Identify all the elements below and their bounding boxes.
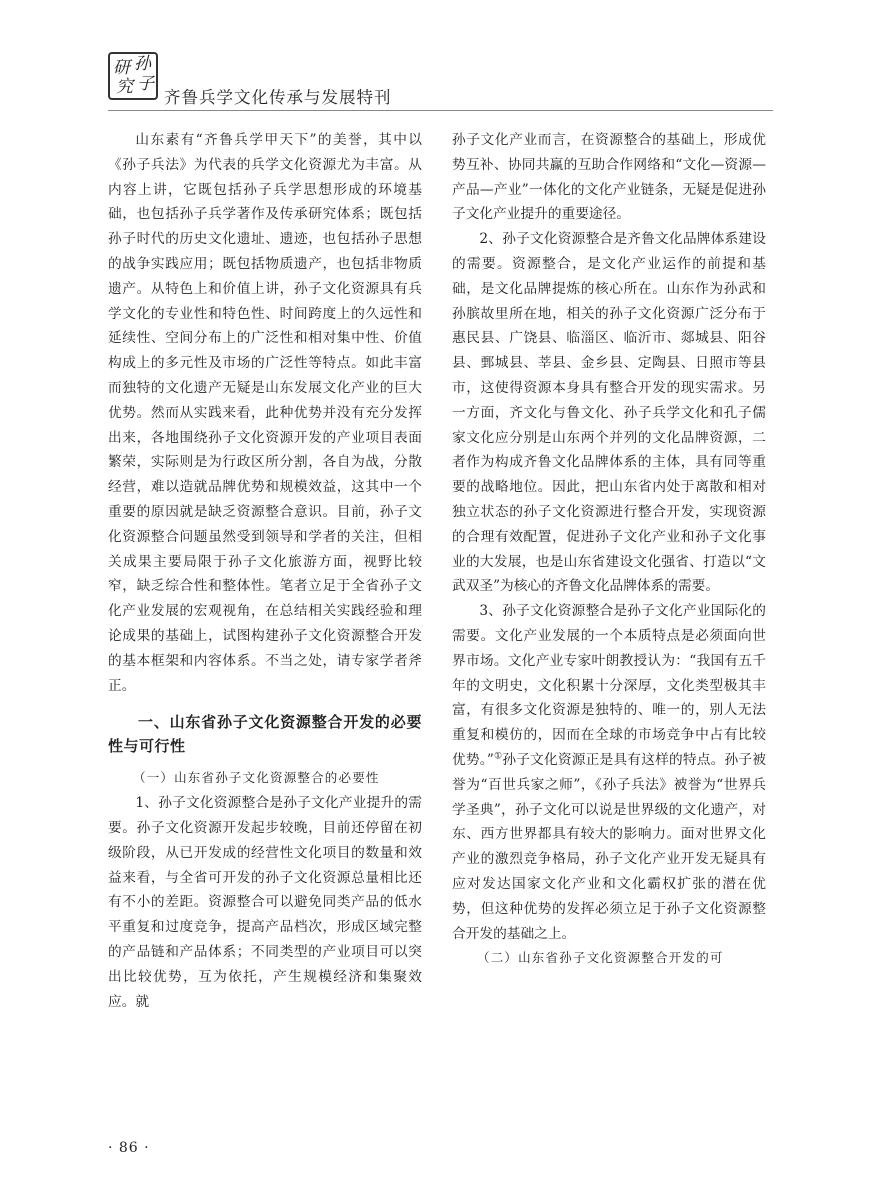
paragraph-1-continued: 孙子文化产业而言，在资源整合的基础上，形成优势互补、协同共赢的互助合作网络和“文化—资源—产品—产业”一体化的文化产业链条，无疑是促进孙子文化产业提升的重要途径。: [452, 132, 766, 223]
intro-paragraph: 山东素有“齐鲁兵学甲天下”的美誉，其中以《孙子兵法》为代表的兵学文化资源尤为丰富。从内容上讲，它既包括孙子兵学思想形成的环境基础，也包括孙子兵学著作及传承研究体系；既包括孙子时代的历史文化遗址、遗迹，也包括孙子思想的战争实践应用；既包括物质遗产，也包括非物质遗产。从特色上和价值上讲，孙子文化资源具有兵学文化的专业性和特色性、时间跨度上的久远性和延续性、空间分布上的广泛性和相对集中性、价值构成上的多元性及市场的广泛性等特点。如此丰富而独特的文化遗产无疑是山东发展文化产业的巨大优势。然而从实践来看，此种优势并没有充分发挥出来，各地围绕孙子文化资源开发的产业项目表面繁荣，实际则是为行政区所分割，各自为战，分散经营，难以造就品牌优势和规模效益，这其中一个重要的原因就是缺乏资源整合意识。目前，孙子文化资源整合问题虽然受到领导和学者的关注，但相关成果主要局限于孙子文化旅游方面，视野比较窄，缺乏综合性和整体性。笔者立足于全省孙子文化产业发展的宏观视角，在总结相关实践经验和理论成果的基础上，试图构建孙子文化资源整合开发的基本框架和内容体系。不当之处，请专家学者斧正。: [108, 132, 422, 694]
seal-char: 孙: [134, 54, 151, 74]
journal-header: [108, 52, 408, 112]
journal-seal-logo: [108, 52, 158, 100]
seal-char: 子: [137, 74, 154, 94]
paragraph-2: 2、孙子文化资源整合是齐鲁文化品牌体系建设的需要。资源整合，是文化产业运作的前提和基础，是文化品牌提炼的核心所在。山东作为孙武和孙膑故里所在地，相关的孙子文化资源广泛分布于惠民县、广饶县、临淄区、临沂市、郯城县、阳谷县、鄄城县、莘县、金乡县、定陶县、日照市等县市，这使得资源本身具有整合开发的现实需求。另一方面，齐文化与鲁文化、孙子兵学文化和孔子儒家文化应分别是山东两个并列的文化品牌资源，二者作为构成齐鲁文化品牌体系的主体，具有同等重要的战略地位。因此，把山东省内处于离散和相对独立状态的孙子文化资源进行整合开发，实现资源的合理有效配置，促进孙子文化产业和孙子文化事业的大发展，也是山东省建设文化强省、打造以“文武双圣”为核心的齐鲁文化品牌体系的需要。: [452, 231, 766, 595]
left-column: [108, 128, 422, 1014]
seal-char: 研: [113, 58, 130, 78]
seal-char: 究: [116, 77, 133, 97]
paragraph-3-text-b: 孙子文化资源正是具有这样的特点。孙子被誉为“百世兵家之师”，《孙子兵法》被誉为“世界兵学圣典”，孙子文化可以说是世界级的文化遗产，对东、西方世界都具有较大的影响力。面对世界文化产业的激烈竞争格局，孙子文化产业开发无疑具有应对发达国家文化产业和文化霸权扩张的潜在优势，但这种优势的发挥必须立足于孙子文化资源整合开发的基础之上。: [452, 751, 766, 942]
paragraph-3: [452, 599, 766, 946]
paragraph-3-text-a: 3、孙子文化资源整合是孙子文化产业国际化的需要。文化产业发展的一个本质特点是必须面向世界市场。文化产业专家叶朗教授认为：“我国有五千年的文明史，文化积累十分深厚，文化类型极其丰富，有很多文化资源是独特的、唯一的，别人无法重复和模仿的，因而在全球的市场竞争中占有比较优势。”: [452, 603, 766, 768]
journal-title: 齐鲁兵学文化传承与发展特刊: [164, 88, 392, 107]
page-number: · 86 ·: [108, 1140, 150, 1156]
subsection-heading-2: （二）山东省孙子文化资源整合开发的可: [477, 950, 724, 966]
subsection-heading: （一）山东省孙子文化资源整合的必要性: [133, 770, 380, 786]
right-column: [452, 128, 766, 971]
paragraph-1: 1、孙子文化资源整合是孙子文化产业提升的需要。孙子文化资源开发起步较晚，目前还停留在初级阶段，从已开发成的经营性文化项目的数量和效益来看，与全省可开发的孙子文化资源总量相比还有不小的差距。资源整合可以避免同类产品的低水平重复和过度竞争，提高产品档次，形成区域完整的产品链和产品体系；不同类型的产业项目可以突出比较优势，互为依托，产生规模经济和集聚效应。就: [108, 795, 422, 1010]
header-divider: [108, 110, 773, 111]
section-heading: 一、山东省孙子文化资源整合开发的必要性与可行性: [108, 713, 422, 756]
footnote-marker: ①: [493, 751, 503, 762]
